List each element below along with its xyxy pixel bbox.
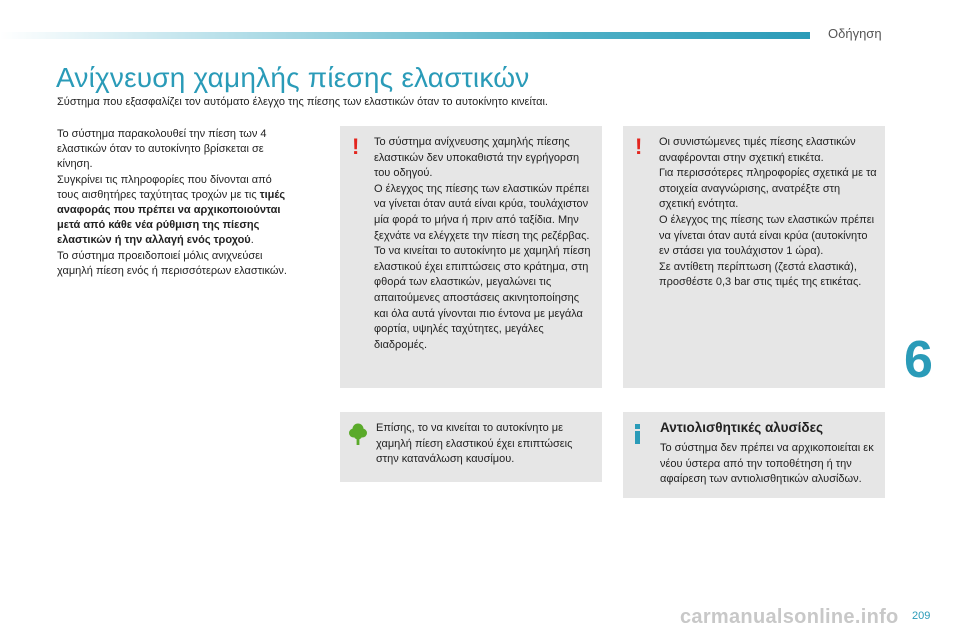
exclamation-icon: ! (352, 134, 360, 159)
eco-text: Επίσης, το να κινείται το αυτοκίνητο με χαμηλή πίεση ελαστικού έχει επιπτώσεις στην κατανάλωση καυσίμου. (376, 422, 573, 466)
chapter-number: 6 (904, 331, 933, 389)
intro-text: Σύστημα που εξασφαλίζει τον αυτόματο έλεγχο της πίεσης των ελαστικών όταν το αυτοκίνητο κινείται. (57, 96, 548, 108)
paragraph: Το σύστημα παρακολουθεί την πίεση των 4 ελαστικών όταν το αυτοκίνητο βρίσκεται σε κίνηση. (57, 128, 267, 171)
tree-icon (348, 422, 368, 446)
main-text-column (57, 127, 289, 279)
paragraph: Οι συνιστώμενες τιμές πίεσης ελαστικών αναφέρονται στην σχετική ετικέτα. (659, 136, 856, 164)
paragraph: Το σύστημα ανίχνευσης χαμηλής πίεσης ελαστικών δεν υποκαθιστά την εγρήγορση του οδηγού. (374, 136, 580, 180)
paragraph: Για περισσότερες πληροφορίες σχετικά με τα στοιχεία αναγνώρισης, ανατρέξτε στη σχετική ενότητα. (659, 167, 877, 211)
paragraph: Συγκρίνει τις πληροφορίες που δίνονται από τους αισθητήρες ταχύτητας τροχών με τις τιμές αναφοράς που πρέπει να αρχικοποιούνται μετά από κάθε νέα ρύθμιση της πίεσης ελαστικών ή την αλλαγή ενός τροχού. (57, 173, 286, 247)
page-number: 209 (912, 610, 931, 622)
paragraph: Το να κινείται το αυτοκίνητο με χαμηλή πίεση ελαστικού έχει επιπτώσεις στο κράτημα, στη φθορά των ελαστικών, μεγαλώνει τις απαιτούμενες αποστάσεις ακινητοποίησης και όλα αυτά γίνονται πιο έντονα με μεγάλα φορτία, υψηλές ταχύτητες, μεγάλες διαδρομές. (374, 245, 591, 351)
watermark-url: carmanualsonline.info (680, 606, 899, 628)
exclamation-icon: ! (635, 134, 643, 159)
section-title: Οδήγηση (828, 26, 882, 41)
paragraph: Ο έλεγχος της πίεσης των ελαστικών πρέπει να γίνεται όταν αυτά είναι κρύα, τουλάχιστον μία φορά το μήνα ή πριν από ταξίδια. Μην ξεχνάτε να ελέγχετε την πίεση της ρεζέρβας. (374, 182, 590, 242)
info-heading: Αντιολισθητικές αλυσίδες (660, 420, 824, 435)
header-accent-bar (0, 32, 810, 39)
warning-box (340, 126, 602, 388)
info-box-content (660, 420, 880, 488)
warning-text (374, 135, 594, 353)
bold-text: τιμές αναφοράς που πρέπει να αρχικοποιούνται μετά από κάθε νέα ρύθμιση της πίεσης ελαστικών ή την αλλαγή ενός τροχού (57, 188, 286, 247)
info-text: Το σύστημα δεν πρέπει να αρχικοποιείται εκ νέου ύστερα από την τοποθέτηση ή την αφαίρεση των αντιολισθητικών αλυσίδων. (660, 442, 874, 486)
paragraph: Σε αντίθετη περίπτωση (ζεστά ελαστικά), προσθέστε 0,3 bar στις τιμές της ετικέτας. (659, 260, 862, 289)
info-icon (635, 424, 640, 444)
eco-box (340, 412, 602, 482)
paragraph: Ο έλεγχος της πίεσης των ελαστικών πρέπει να γίνεται όταν αυτά είναι κρύα (αυτοκίνητο εν στάσει για τουλάχιστον 1 ώρα). (659, 213, 875, 258)
warning-box (623, 126, 885, 388)
warning-text (659, 135, 879, 291)
paragraph: Το σύστημα προειδοποιεί μόλις ανιχνεύσει χαμηλή πίεση ενός ή περισσότερων ελαστικών. (57, 249, 287, 277)
page-title: Ανίχνευση χαμηλής πίεσης ελαστικών (56, 62, 530, 93)
